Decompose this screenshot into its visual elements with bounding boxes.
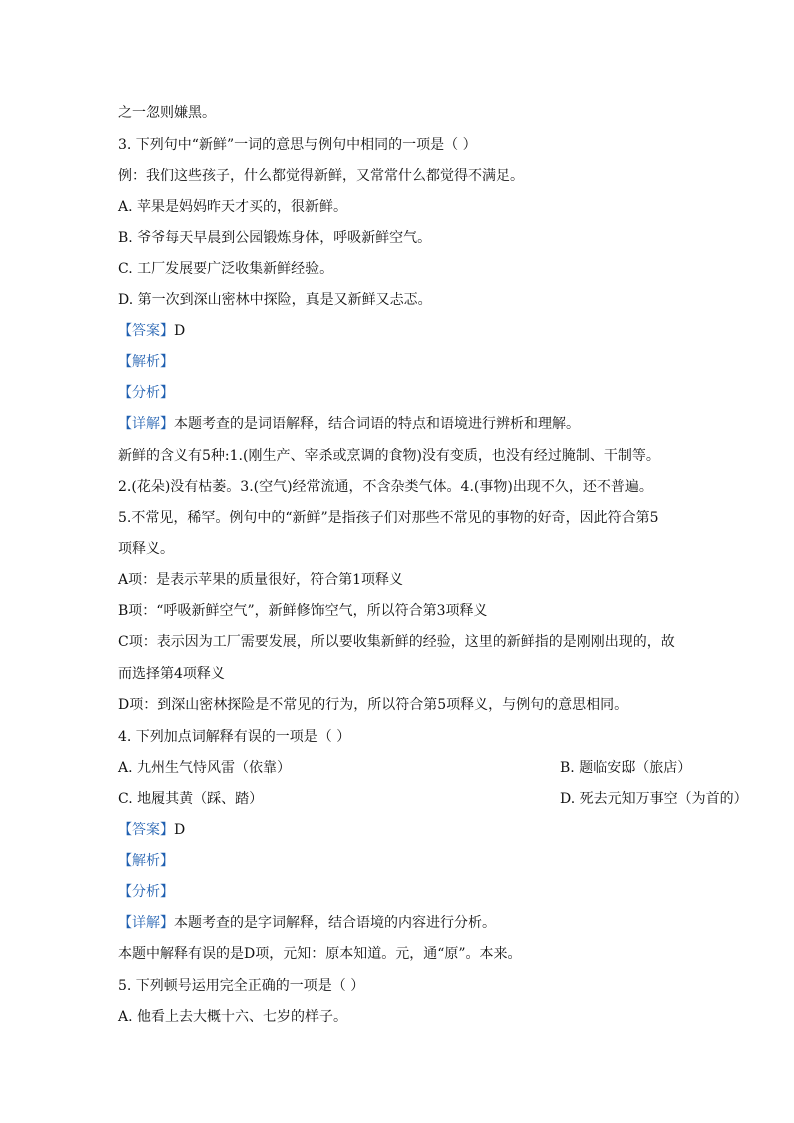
option-d: D. 死去元知万事空（为首的） bbox=[560, 791, 748, 807]
text-line: 之一忽则嫌黑。 bbox=[118, 105, 216, 121]
detail-line bbox=[118, 913, 694, 933]
text-line: 而选择第4项释义 bbox=[118, 666, 225, 682]
option-a: A. 他看上去大概十六、七岁的样子。 bbox=[118, 1009, 348, 1025]
text-line: D项：到深山密林探险是不常见的行为，所以符合第5项释义，与例句的意思相同。 bbox=[118, 697, 629, 713]
fenxi-tag: 【分析】 bbox=[118, 884, 174, 900]
example-sentence: 例：我们这些孩子，什么都觉得新鲜，又常常什么都觉得不满足。 bbox=[118, 168, 524, 184]
answer-tag: 【答案】 bbox=[118, 323, 174, 339]
analysis-tag: 【解析】 bbox=[118, 853, 174, 869]
text-line: 本题中解释有误的是D项，元知：原本知道。元，通“原”。本来。 bbox=[118, 946, 522, 962]
answer-value: D bbox=[174, 323, 186, 339]
detail-line bbox=[118, 414, 694, 434]
option-c: C. 工厂发展要广泛收集新鲜经验。 bbox=[118, 261, 334, 277]
options-row-2 bbox=[118, 789, 748, 809]
text-line: 项释义。 bbox=[118, 541, 174, 557]
question-5: 5. 下列顿号运用完全正确的一项是（ ） bbox=[118, 978, 365, 994]
detail-tag: 【详解】 bbox=[118, 416, 174, 432]
option-c: C. 地履其黄（踩、踏） bbox=[118, 791, 264, 807]
detail-text: 本题考查的是词语解释，结合词语的特点和语境进行辨析和理解。 bbox=[174, 416, 580, 432]
analysis-tag: 【解析】 bbox=[118, 354, 174, 370]
detail-tag: 【详解】 bbox=[118, 915, 174, 931]
option-d: D. 第一次到深山密林中探险，真是又新鲜又忐忑。 bbox=[118, 292, 432, 308]
option-a: A. 九州生气恃风雷（依靠） bbox=[118, 760, 292, 776]
text-line: C项：表示因为工厂需要发展，所以要收集新鲜的经验，这里的新鲜指的是刚刚出现的，故 bbox=[118, 634, 675, 650]
text-line: 5.不常见，稀罕。例句中的“新鲜”是指孩子们对那些不常见的事物的好奇，因此符合第5 bbox=[118, 510, 659, 526]
question-4: 4. 下列加点词解释有误的一项是（ ） bbox=[118, 729, 351, 745]
option-a: A. 苹果是妈妈昨天才买的，很新鲜。 bbox=[118, 199, 348, 215]
answer-value: D bbox=[174, 822, 186, 838]
question-3: 3. 下列句中“新鲜”一词的意思与例句中相同的一项是（ ） bbox=[118, 137, 477, 153]
text-line: 新鲜的含义有5种:1.(刚生产、宰杀或烹调的食物)没有变质，也没有经过腌制、干制等。 bbox=[118, 448, 660, 464]
answer-line bbox=[118, 321, 694, 341]
options-row-1 bbox=[118, 758, 694, 778]
fenxi-tag: 【分析】 bbox=[118, 385, 174, 401]
option-b: B. 题临安邸（旅店） bbox=[560, 760, 692, 776]
option-b: B. 爷爷每天早晨到公园锻炼身体，呼吸新鲜空气。 bbox=[118, 230, 432, 246]
detail-text: 本题考查的是字词解释，结合语境的内容进行分析。 bbox=[174, 915, 496, 931]
text-line: A项：是表示苹果的质量很好，符合第1项释义 bbox=[118, 572, 404, 588]
text-line: 2.(花朵)没有枯萎。3.(空气)经常流通，不含杂类气体。4.(事物)出现不久，还不普遍。 bbox=[118, 479, 653, 495]
text-line: B项：“呼吸新鲜空气”，新鲜修饰空气，所以符合第3项释义 bbox=[118, 603, 488, 619]
answer-tag: 【答案】 bbox=[118, 822, 174, 838]
answer-line bbox=[118, 820, 694, 840]
